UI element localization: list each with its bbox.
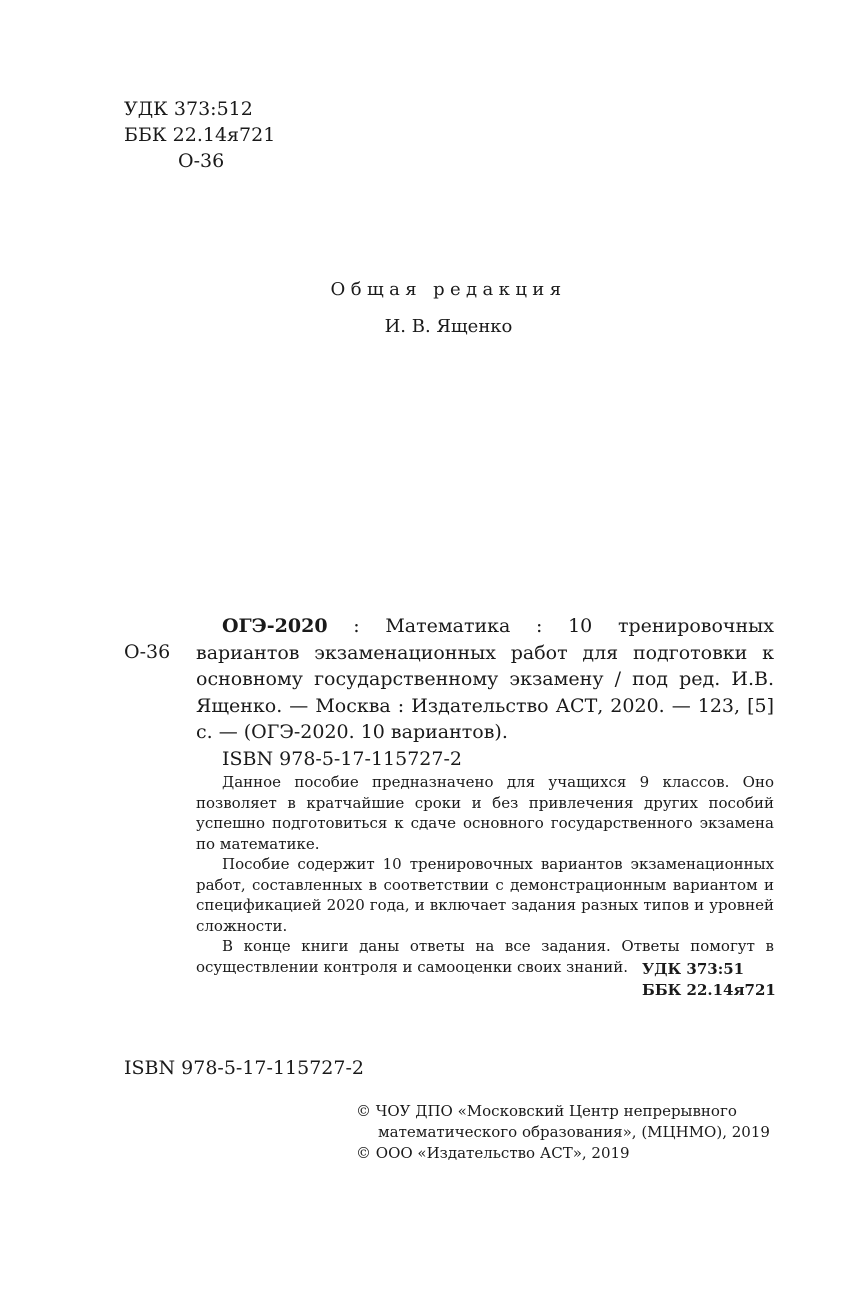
annotation-paragraph: Пособие содержит 10 тренировочных вариантов экзаменационных работ, составленных в соответствии с демонстрационным вариантом и спецификацией 2020 года, и включает задания разных типов и уровней сложности. (196, 855, 774, 935)
bibliographic-description (196, 613, 774, 772)
bbk-code-bottom: ББК 22.14я721 (642, 981, 776, 999)
author-mark: О-36 (178, 150, 225, 172)
codes-block (642, 959, 776, 1001)
copyright-line-continued: математического образования», (МЦНМО), 2019 (378, 1123, 770, 1141)
isbn-line: ISBN 978-5-17-115727-2 (222, 747, 462, 770)
copyright-block (356, 1101, 786, 1164)
annotation-paragraph: В конце книги даны ответы на все задания. Ответы помогут в осуществлении контроля и самооценки своих знаний. (196, 937, 774, 976)
bbk-code: ББК 22.14я721 (124, 124, 276, 146)
annotation-paragraph: Данное пособие предназначено для учащихся 9 классов. Оно позволяет в кратчайшие сроки и без привлечения других пособий успешно подготовиться к сдаче основного государственного экзамена по математике. (196, 773, 774, 853)
udk-code-bottom: УДК 373:51 (642, 960, 745, 978)
annotation (196, 772, 774, 977)
udk-code: УДК 373:512 (124, 98, 253, 120)
bibliographic-entry (196, 613, 774, 746)
book-title: ОГЭ-2020 (222, 615, 328, 637)
classification-block (124, 96, 275, 174)
editor-name: И. В. Ященко (384, 316, 513, 337)
editor-title: Общая редакция (330, 279, 567, 300)
copyright-line: © ЧОУ ДПО «Московский Центр непрерывного (356, 1102, 737, 1120)
isbn-bottom: ISBN 978-5-17-115727-2 (124, 1057, 364, 1079)
book-description: : Математика : 10 тренировочных вариантов экзаменационных работ для подготовки к основному государственному экзамену / под ред. И.В. Ященко. — Москва : Издательство АСТ, 2020. — 123, [5] с. — (ОГЭ-2020. 10 вариантов). (196, 615, 774, 743)
copyright-line: © ООО «Издательство АСТ», 2019 (356, 1144, 630, 1162)
library-mark: О-36 (124, 641, 171, 663)
